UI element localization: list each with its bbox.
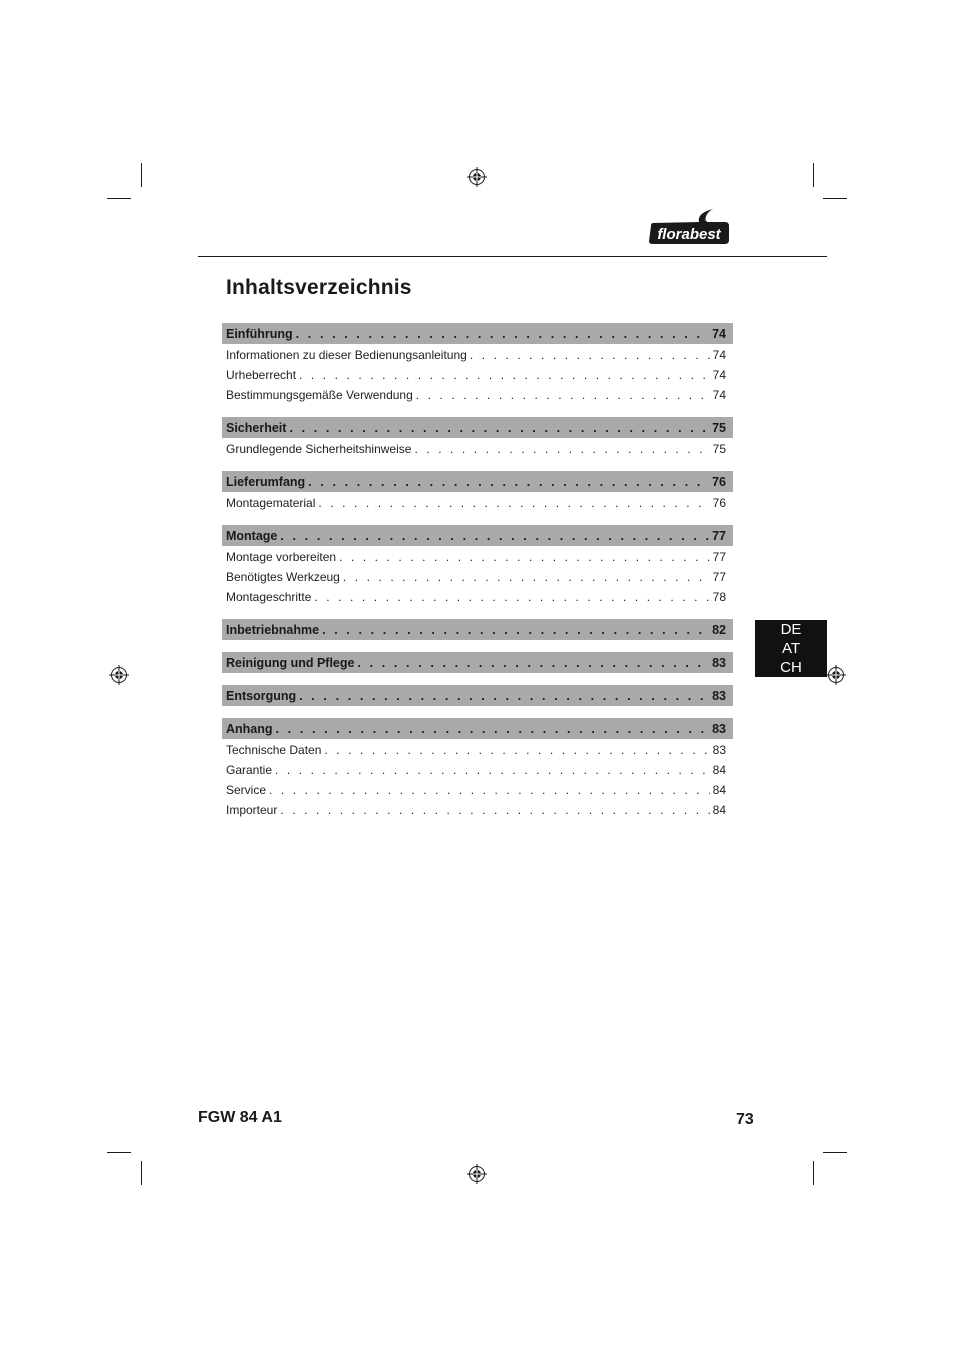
toc-leader xyxy=(324,743,709,757)
toc-section-page: 83 xyxy=(712,655,726,670)
toc-section-label: Sicherheit xyxy=(226,420,287,435)
toc-section-label: Anhang xyxy=(226,721,273,736)
toc-entry-page: 78 xyxy=(712,590,726,604)
toc-entry-page: 74 xyxy=(712,368,726,382)
toc-entry-label: Service xyxy=(226,783,267,797)
toc-leader xyxy=(414,442,709,456)
toc-section xyxy=(222,619,733,640)
toc-section-page: 76 xyxy=(712,474,726,489)
toc-section-heading[interactable] xyxy=(222,471,733,492)
toc-entry-label: Importeur xyxy=(226,803,278,817)
toc-entry-page: 74 xyxy=(712,388,726,402)
crop-mark xyxy=(107,198,131,199)
toc-entry[interactable] xyxy=(222,493,733,513)
toc-section-label: Entsorgung xyxy=(226,688,297,703)
toc-leader xyxy=(289,421,709,435)
toc-entry[interactable] xyxy=(222,760,733,780)
toc-entry-page: 84 xyxy=(712,763,726,777)
toc-entry-page: 77 xyxy=(712,550,726,564)
toc-leader xyxy=(470,348,710,362)
toc-leader xyxy=(296,327,709,341)
language-tab xyxy=(755,620,827,677)
toc-entry-page: 74 xyxy=(712,348,726,362)
toc-entry[interactable] xyxy=(222,345,733,365)
language-code: CH xyxy=(780,659,802,676)
toc-section-page: 77 xyxy=(712,528,726,543)
toc-entry-label: Urheberrecht xyxy=(226,368,297,382)
toc-section-page: 83 xyxy=(712,688,726,703)
toc-entry-label: Benötigtes Werkzeug xyxy=(226,570,340,584)
toc-leader xyxy=(322,623,709,637)
brand-logo xyxy=(645,207,733,247)
toc-section-label: Inbetriebnahme xyxy=(226,622,320,637)
crop-mark xyxy=(141,1161,142,1185)
toc-section-label: Einführung xyxy=(226,326,293,341)
toc-section-page: 74 xyxy=(712,326,726,341)
footer-model: FGW 84 A1 xyxy=(198,1109,282,1126)
toc-entry-page: 77 xyxy=(712,570,726,584)
toc-entry-label: Montage vorbereiten xyxy=(226,550,337,564)
toc-entry-label: Montageschritte xyxy=(226,590,312,604)
toc-section-label: Lieferumfang xyxy=(226,474,306,489)
registration-mark-icon xyxy=(109,665,129,685)
crop-mark xyxy=(813,1161,814,1185)
toc-section xyxy=(222,471,733,513)
toc-entry-page: 84 xyxy=(712,803,726,817)
toc-entry[interactable] xyxy=(222,740,733,760)
toc-entry-label: Grundlegende Sicherheitshinweise xyxy=(226,442,412,456)
toc-entry[interactable] xyxy=(222,547,733,567)
toc-entry-label: Technische Daten xyxy=(226,743,322,757)
toc-entry[interactable] xyxy=(222,439,733,459)
crop-mark xyxy=(141,163,142,187)
toc-section-heading[interactable] xyxy=(222,417,733,438)
toc-section-heading[interactable] xyxy=(222,619,733,640)
toc-leader xyxy=(339,550,710,564)
page-number: 73 xyxy=(736,1111,754,1128)
toc-entry-page: 83 xyxy=(712,743,726,757)
toc-section xyxy=(222,525,733,607)
toc-section xyxy=(222,652,733,673)
crop-mark xyxy=(107,1152,131,1153)
toc-leader xyxy=(308,475,709,489)
toc-entry-page: 75 xyxy=(712,442,726,456)
toc-entry[interactable] xyxy=(222,567,733,587)
crop-mark xyxy=(823,198,847,199)
toc-section xyxy=(222,685,733,706)
toc-section-heading[interactable] xyxy=(222,652,733,673)
brand-logo-text: florabest xyxy=(657,226,721,243)
toc-section-heading[interactable] xyxy=(222,685,733,706)
toc-section-page: 82 xyxy=(712,622,726,637)
registration-mark-icon xyxy=(467,1164,487,1184)
toc-section xyxy=(222,718,733,820)
toc-leader xyxy=(299,689,709,703)
toc-entry-label: Informationen zu dieser Bedienungsanleitung xyxy=(226,348,467,362)
toc-section-label: Reinigung und Pflege xyxy=(226,655,355,670)
toc-entry[interactable] xyxy=(222,365,733,385)
header-rule xyxy=(198,256,827,257)
language-code: AT xyxy=(781,640,801,657)
toc-leader xyxy=(343,570,710,584)
toc-entry[interactable] xyxy=(222,780,733,800)
toc-entry-label: Montagematerial xyxy=(226,496,316,510)
toc-leader xyxy=(280,803,709,817)
toc-section xyxy=(222,417,733,459)
toc-leader xyxy=(318,496,709,510)
toc-leader xyxy=(280,529,709,543)
toc-leader xyxy=(416,388,710,402)
crop-mark xyxy=(823,1152,847,1153)
toc-entry[interactable] xyxy=(222,587,733,607)
toc-entry[interactable] xyxy=(222,385,733,405)
toc-entry-page: 84 xyxy=(712,783,726,797)
toc-entry-label: Bestimmungsgemäße Verwendung xyxy=(226,388,413,402)
toc-leader xyxy=(299,368,710,382)
toc-entry[interactable] xyxy=(222,800,733,820)
toc-section xyxy=(222,323,733,405)
toc-entry-page: 76 xyxy=(712,496,726,510)
toc-leader xyxy=(314,590,709,604)
registration-mark-icon xyxy=(826,665,846,685)
crop-mark xyxy=(813,163,814,187)
language-code: DE xyxy=(780,621,802,638)
toc-leader xyxy=(276,722,710,736)
toc-entry-label: Garantie xyxy=(226,763,273,777)
toc-section-heading[interactable] xyxy=(222,525,733,546)
toc-section-heading[interactable] xyxy=(222,323,733,344)
table-of-contents xyxy=(222,323,733,832)
toc-section-label: Montage xyxy=(226,528,278,543)
toc-leader xyxy=(357,656,709,670)
toc-leader xyxy=(269,783,710,797)
page-title: Inhaltsverzeichnis xyxy=(226,276,412,299)
registration-mark-icon xyxy=(467,167,487,187)
toc-section-page: 75 xyxy=(712,420,726,435)
toc-section-heading[interactable] xyxy=(222,718,733,739)
toc-leader xyxy=(275,763,710,777)
toc-section-page: 83 xyxy=(712,721,726,736)
